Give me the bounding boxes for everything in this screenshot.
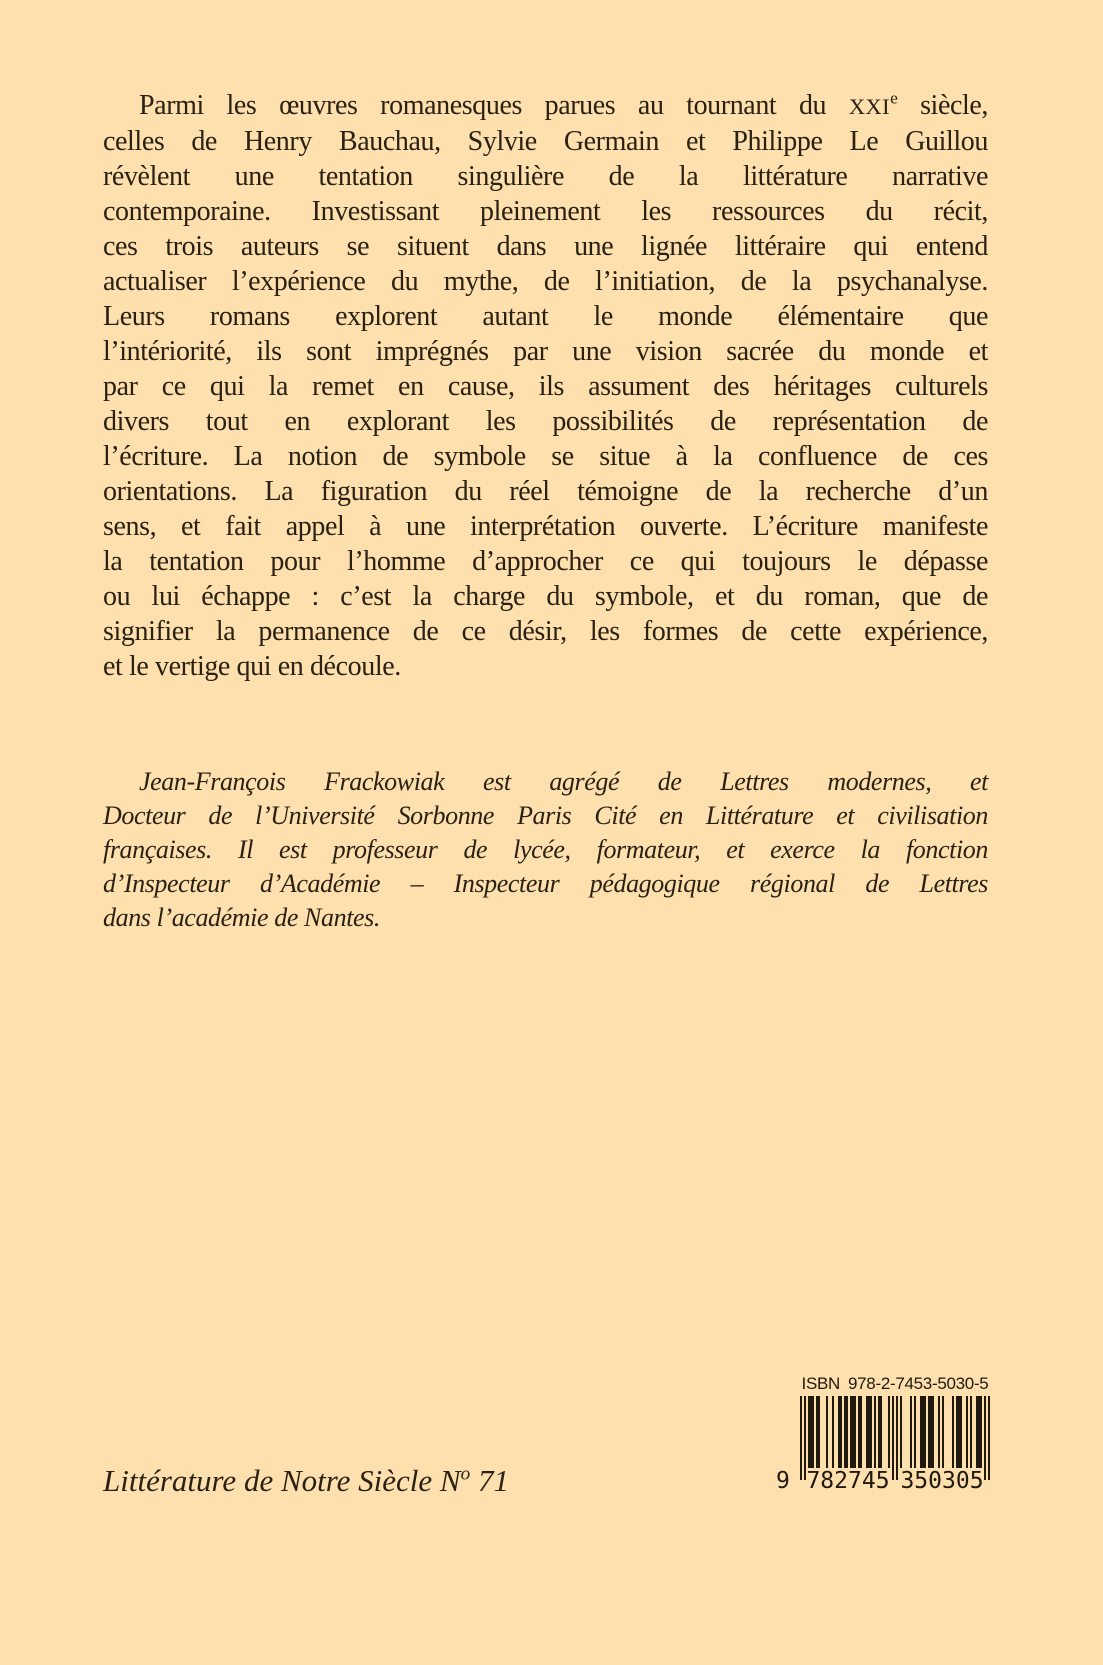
barcode-bar [952,1396,954,1468]
synopsis-line: par ce qui la remet en cause, ils assument des héritages culturels [103,371,988,402]
barcode-bar [966,1396,968,1468]
synopsis-line1-pre: Parmi les œuvres romanesques parues au tournant du [139,90,849,121]
isbn-text-line [800,1374,990,1394]
barcode-bar [900,1396,902,1468]
series-name: Littérature de Notre Siècle N [103,1463,461,1498]
ean-digit-group-left: 782745 [806,1468,890,1494]
ean-digit-group-right: 350305 [900,1468,984,1494]
century-ordinal-superscript: e [890,88,898,108]
author-bio-paragraph [103,765,988,935]
barcode-bar [892,1396,894,1480]
barcode-bar [896,1396,898,1480]
synopsis-line: sens, et fait appel à une interprétation ouverte. L’écriture manifeste [103,511,988,542]
isbn-number: 978-2-7453-5030-5 [848,1374,989,1393]
bio-line: Jean-François Frackowiak est agrégé de Lettres modernes, et [139,767,988,796]
barcode-bar [840,1396,842,1468]
barcode-bar [924,1396,926,1468]
synopsis-line: Leurs romans explorent autant le monde élémentaire que [103,301,988,332]
synopsis-line: et le vertige qui en découle. [103,651,401,682]
barcode-bar [970,1396,972,1468]
barcode-bar [888,1396,890,1468]
bio-line: françaises. Il est professeur de lycée, formateur, et exerce la fonction [103,835,988,864]
barcode-bar [870,1396,872,1468]
bio-line: Docteur de l’Université Sorbonne Paris Cité en Littérature et civilisation [103,801,988,830]
ean-digit-first: 9 [776,1468,790,1494]
barcode-bar [818,1396,820,1468]
synopsis-line: ou lui échappe : c’est la charge du symbole, et du roman, que de [103,581,988,612]
synopsis-paragraph [103,88,988,684]
synopsis-line: la tentation pour l’homme d’approcher ce qui toujours le dépasse [103,546,988,577]
barcode-bar [880,1396,882,1468]
series-label [103,1462,509,1500]
synopsis-line: divers tout en explorant les possibilités de représentation de [103,406,988,437]
isbn-barcode-block [776,1374,990,1494]
synopsis-line: actualiser l’expérience du mythe, de l’initiation, de la psychanalyse. [103,266,988,297]
barcode-bar [874,1396,876,1468]
barcode-bar [854,1396,856,1468]
barcode-bar [942,1396,944,1468]
century-roman-numeral: XXI [848,94,891,119]
barcode-bar [914,1396,916,1468]
synopsis-line: l’écriture. La notion de symbole se situe à la confluence de ces [103,441,988,472]
synopsis-line: celles de Henry Bauchau, Sylvie Germain et Philippe Le Guillou [103,126,988,157]
barcode-bar [860,1396,862,1468]
barcode-bar [826,1396,828,1468]
synopsis-line1-post: siècle, [897,90,989,121]
synopsis-line: contemporaine. Investissant pleinement les ressources du récit, [103,196,988,227]
barcode-bar [980,1396,982,1468]
barcode-bar [988,1396,990,1480]
barcode-bar [984,1396,986,1480]
bio-line: dans l’académie de Nantes. [103,903,380,932]
synopsis-line: révèlent une tentation singulière de la littérature narrative [103,161,988,192]
barcode-bar [932,1396,934,1468]
synopsis-line: signifier la permanence de ce désir, les formes de cette expérience, [103,616,988,647]
barcode-bar [846,1396,848,1468]
barcode-bar [910,1396,912,1468]
synopsis-line: orientations. La figuration du réel témoigne de la recherche d’un [103,476,988,507]
synopsis-line: l’intériorité, ils sont imprégnés par une vision sacrée du monde et [103,336,988,367]
barcode-bar [832,1396,834,1468]
barcode-bar [800,1396,802,1480]
series-number: 71 [470,1463,509,1498]
isbn-label: ISBN [801,1374,840,1393]
barcode-bar [960,1396,962,1468]
numero-ordinal-superscript: o [460,1463,471,1485]
synopsis-line [103,88,988,124]
barcode-bar [812,1396,814,1468]
synopsis-line: ces trois auteurs se situent dans une lignée littéraire qui entend [103,231,988,262]
barcode-bar [938,1396,940,1468]
bio-line: d’Inspecteur d’Académie – Inspecteur pédagogique régional de Lettres [103,869,988,898]
